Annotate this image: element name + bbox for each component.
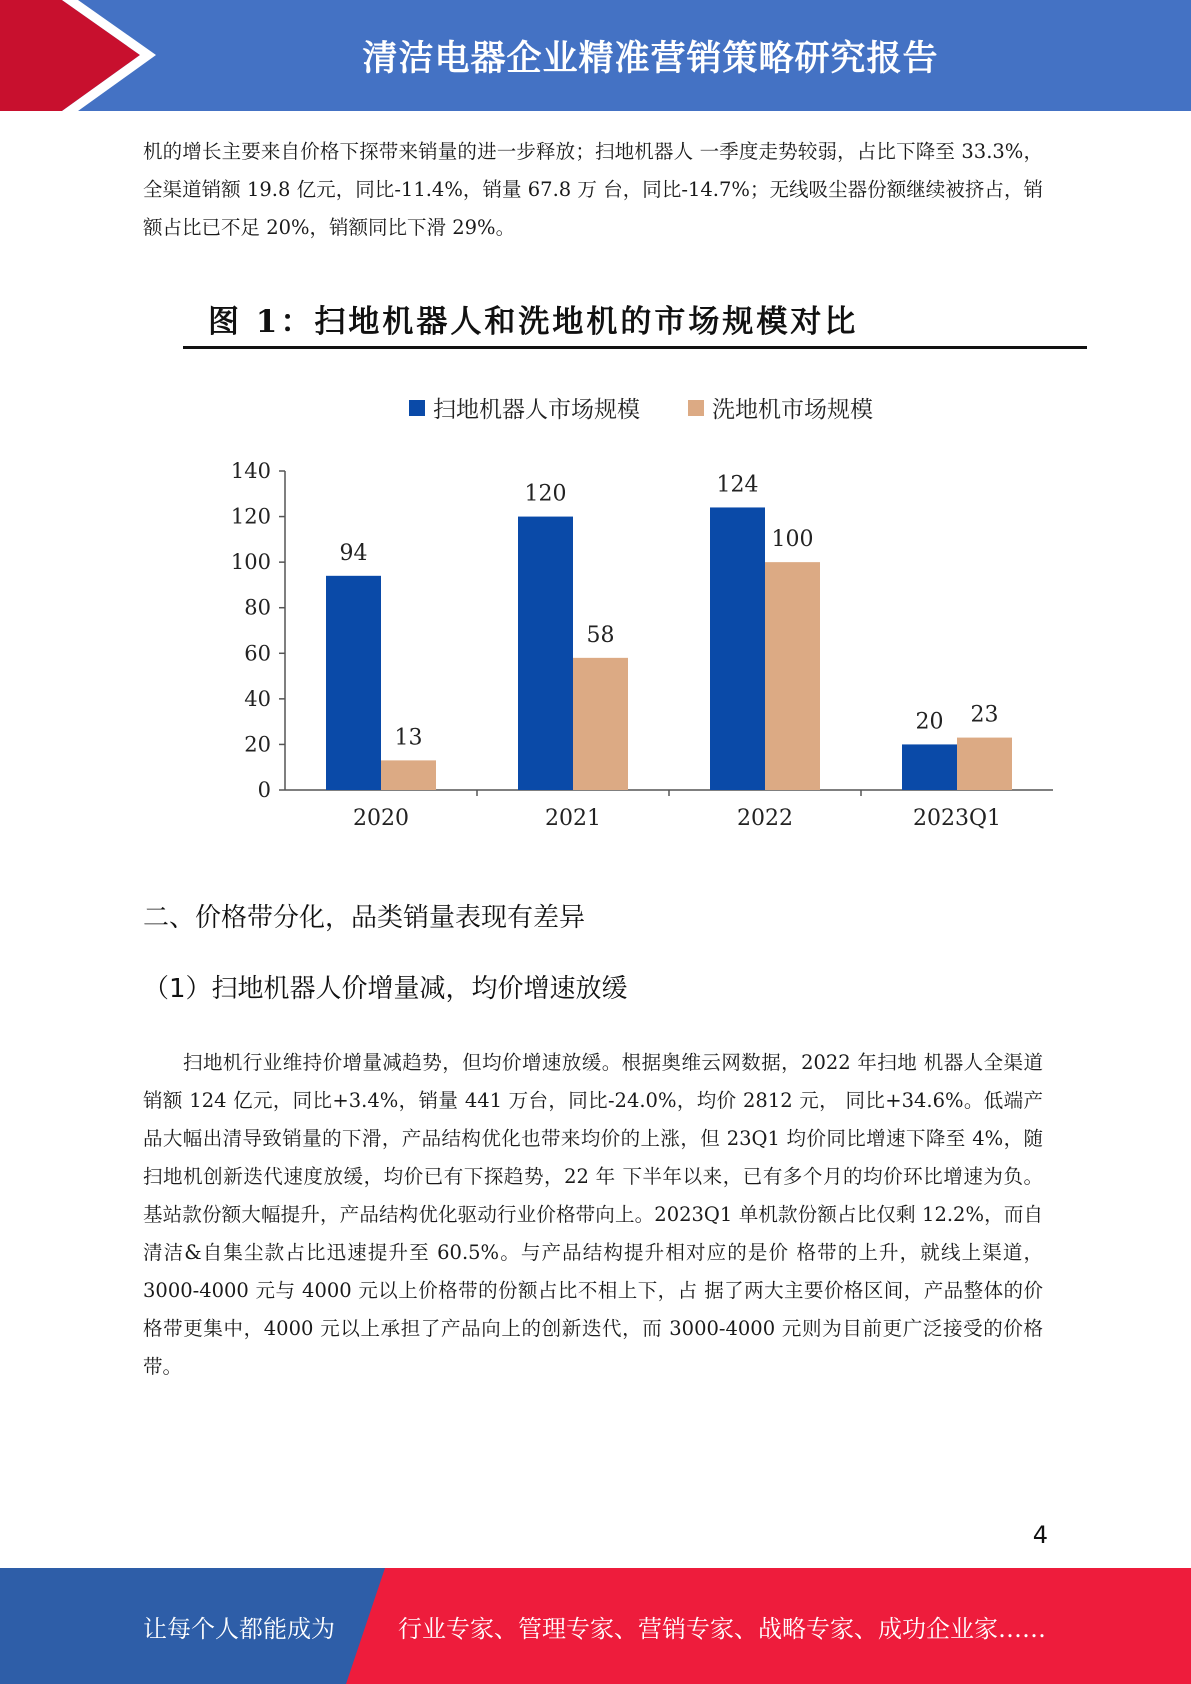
page-footer [0, 1568, 1191, 1684]
x-tick-label: 2022 [737, 806, 793, 831]
bar [710, 507, 765, 790]
subsection-heading: （1）扫地机器人价增量减，均价增速放缓 [143, 974, 628, 1004]
data-label: 58 [586, 622, 615, 648]
y-tick-label: 0 [257, 778, 271, 802]
bar [902, 744, 957, 790]
x-tick-label: 2023Q1 [912, 806, 1002, 831]
y-tick-label: 100 [230, 550, 271, 575]
x-tick-label: 2021 [545, 806, 601, 831]
bar [518, 517, 573, 790]
bar [957, 738, 1012, 790]
y-tick-label: 120 [230, 504, 271, 529]
figure-1 [183, 290, 1087, 850]
body-paragraph: 扫地机行业维持价增量减趋势，但均价增速放缓。根据奥维云网数据，2022 年扫地 机器人全渠道销额 124 亿元，同比+3.4%，销量 441 万台，同比-24.0%，均价 2812 元， 同比+34.6%。低端产品大幅出清导致销量的下滑，产品结构优化也带来均价的上涨，但 23Q1 均价同比增速下降至 4%，随扫地机创新迭代速度放缓，均价已有下探趋势，22 年 下半年以来，已有多个月的均价环比增速为负。 基站款份额大幅提升，产品结构优化驱动行业价格带向上。2023Q1 单机款份额占比仅剩 12.2%，而自清洁&自集尘款占比迅速提升至 60.5%。与产品结构提升相对应的是价 格带的上升，就线上渠道，3000-4000 元与 4000 元以上价格带的份额占比不相上下，占 据了两大主要价格区间，产品整体的价格带更集中，4000 元以上承担了产品向上的创新迭代，而 3000-4000 元则为目前更广泛接受的价格带。 [143, 1051, 1043, 1378]
bar [326, 576, 381, 790]
y-tick-label: 80 [244, 595, 271, 620]
data-label: 124 [716, 472, 759, 498]
bar [573, 658, 628, 790]
bar [765, 562, 820, 790]
data-label: 100 [771, 527, 814, 553]
footer-slogan-left: 让每个人都能成为 [143, 1614, 335, 1643]
bar-chart [183, 290, 1087, 850]
report-title: 清洁电器企业精准营销策略研究报告 [362, 38, 939, 79]
legend-label-floor-washer: 洗地机市场规模 [712, 397, 873, 423]
data-label: 94 [339, 540, 368, 566]
data-label: 13 [394, 725, 423, 751]
intro-paragraph: 机的增长主要来自价格下探带来销量的进一步释放；扫地机器人 一季度走势较弱，占比下降至 33.3%，全渠道销额 19.8 亿元，同比-11.4%，销量 67.8 万 台，同比-14.7%；无线吸尘器份额继续被挤占，销额占比已不足 20%，销额同比下滑 29%。 [143, 140, 1043, 239]
section-heading: 二、价格带分化，品类销量表现有差异 [143, 903, 586, 933]
page-number: 4 [1032, 1521, 1048, 1549]
page-header [0, 0, 1191, 111]
data-label: 20 [915, 709, 944, 735]
y-tick-label: 140 [230, 459, 271, 483]
figure-title: 图 1：扫地机器人和洗地机的市场规模对比 [208, 304, 859, 340]
bar [381, 760, 436, 790]
legend-label-robot: 扫地机器人市场规模 [433, 397, 640, 423]
y-tick-label: 20 [244, 732, 271, 757]
data-label: 23 [970, 702, 999, 728]
x-tick-label: 2020 [353, 806, 409, 831]
data-label: 120 [524, 481, 567, 507]
y-tick-label: 60 [244, 641, 271, 666]
y-tick-label: 40 [244, 686, 271, 711]
footer-slogan-right: 行业专家、管理专家、营销专家、战略专家、成功企业家…… [398, 1614, 1046, 1643]
